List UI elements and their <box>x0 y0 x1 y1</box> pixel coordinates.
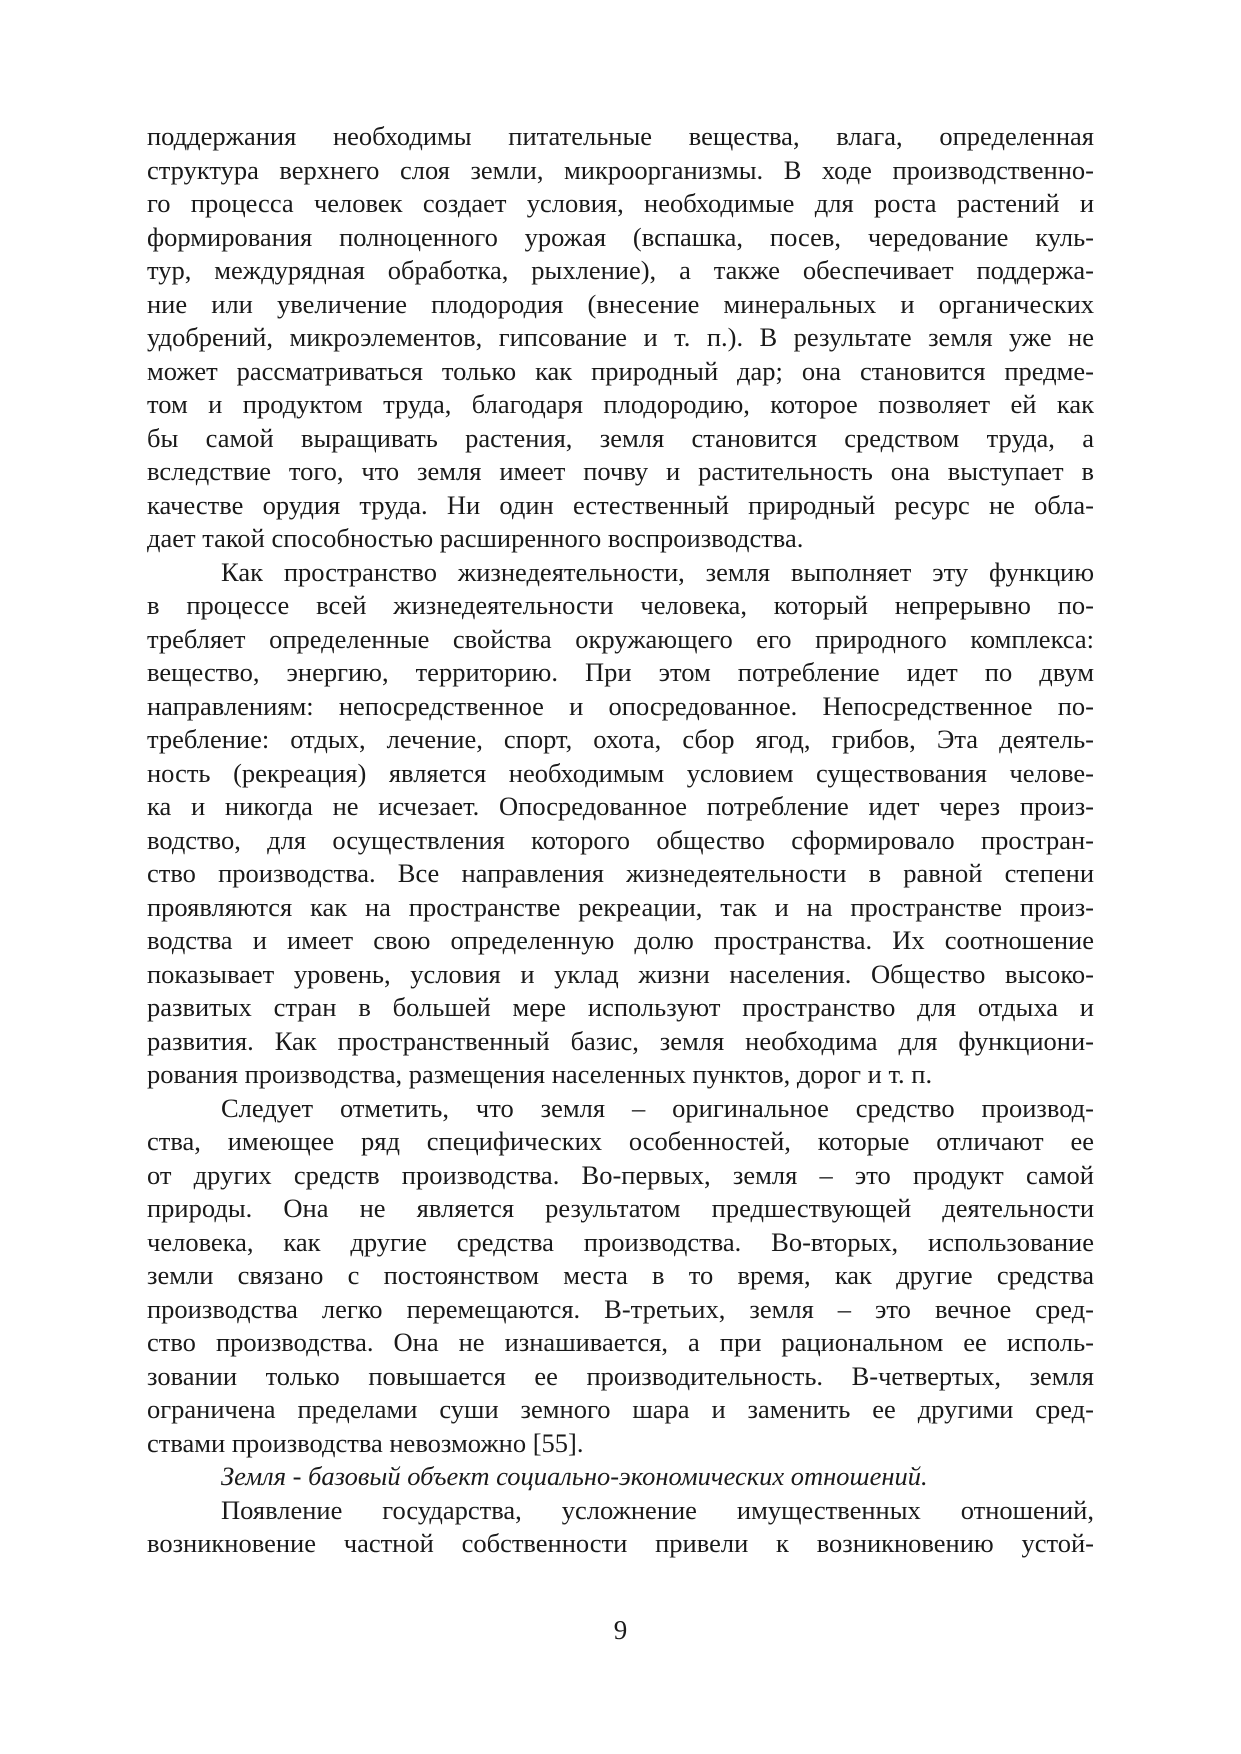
text-line: ние или увеличение плодородия (внесение минеральных и органических <box>147 288 1094 319</box>
text-line: требляет определенные свойства окружающего его природного комплекса: <box>147 623 1094 654</box>
section-heading <box>147 1460 1094 1494</box>
text-line: зовании только повышается ее производительность. В-четвертых, земля <box>147 1360 1094 1391</box>
paragraph <box>147 120 1094 556</box>
text-line: вещество, энергию, территорию. При этом потребление идет по двум <box>147 657 1094 687</box>
text-line: направлениям: непосредственное и опосредованное. Непосредственное по- <box>147 690 1094 721</box>
text-line: ство производства. Она не изнашивается, а при рациональном ее исполь- <box>147 1327 1094 1357</box>
paragraph <box>147 1092 1094 1461</box>
paragraph <box>147 556 1094 1092</box>
text-line: возникновение частной собственности привели к возникновению устой- <box>147 1528 1094 1558</box>
paragraph <box>147 1494 1094 1561</box>
text-line: Как пространство жизнедеятельности, земля выполняет эту функцию <box>221 556 1094 587</box>
text-line: ограничена пределами суши земного шара и заменить ее другими сред- <box>147 1394 1094 1424</box>
text-line: го процесса человек создает условия, необходимые для роста растений и <box>147 188 1094 218</box>
text-line: поддержания необходимы питательные вещества, влага, определенная <box>147 121 1094 151</box>
text-line: том и продуктом труда, благодаря плодородию, которое позволяет ей как <box>147 389 1094 419</box>
text-line: ство производства. Все направления жизнедеятельности в равной степени <box>147 858 1094 888</box>
page-number: 9 <box>613 1615 628 1645</box>
text-line: качестве орудия труда. Ни один естественный природный ресурс не обла- <box>147 489 1094 520</box>
text-line: Земля - базовый объект социально-экономических отношений. <box>221 1461 928 1491</box>
text-line: показывает уровень, условия и уклад жизни населения. Общество высоко- <box>147 958 1094 989</box>
text-line: земли связано с постоянством места в то время, как другие средства <box>147 1260 1094 1290</box>
text-line: бы самой выращивать растения, земля становится средством труда, а <box>147 422 1094 453</box>
text-line: ства, имеющее ряд специфических особенностей, которые отличают ее <box>147 1126 1094 1156</box>
text-line: ствами производства невозможно [55]. <box>147 1427 584 1458</box>
text-line: тур, междурядная обработка, рыхление), а также обеспечивает поддержа- <box>147 255 1094 285</box>
text-line: водства и имеет свою определенную долю пространства. Их соотношение <box>147 925 1094 955</box>
text-line: дает такой способностью расширенного воспроизводства. <box>147 523 804 553</box>
text-line: развитых стран в большей мере используют пространство для отдыха и <box>147 992 1094 1022</box>
body-text <box>147 120 1094 1561</box>
text-line: требление: отдых, лечение, спорт, охота, сбор ягод, грибов, Эта деятель- <box>147 724 1094 754</box>
text-line: развития. Как пространственный базис, земля необходима для функциони- <box>147 1025 1094 1056</box>
text-line: человека, как другие средства производства. Во-вторых, использование <box>147 1226 1094 1257</box>
text-line: ка и никогда не исчезает. Опосредованное потребление идет через произ- <box>147 791 1094 821</box>
text-line: формирования полноценного урожая (вспашка, посев, чередование куль- <box>147 221 1094 252</box>
text-line: вследствие того, что земля имеет почву и растительность она выступает в <box>147 456 1094 486</box>
text-line: удобрений, микроэлементов, гипсование и т. п.). В результате земля уже не <box>147 322 1094 352</box>
text-line: структура верхнего слоя земли, микроорганизмы. В ходе производственно- <box>147 154 1094 185</box>
text-line: рования производства, размещения населенных пунктов, дорог и т. п. <box>147 1059 933 1089</box>
text-line: природы. Она не является результатом предшествующей деятельности <box>147 1193 1094 1223</box>
text-line: проявляются как на пространстве рекреации, так и на пространстве произ- <box>147 891 1094 922</box>
text-line: ность (рекреация) является необходимым условием существования челове- <box>147 757 1094 788</box>
text-line: от других средств производства. Во-первых, земля – это продукт самой <box>147 1159 1094 1190</box>
text-line: производства легко перемещаются. В-третьих, земля – это вечное сред- <box>147 1293 1094 1324</box>
text-line: в процессе всей жизнедеятельности человека, который непрерывно по- <box>147 590 1094 620</box>
text-line: водство, для осуществления которого общество сформировало простран- <box>147 824 1094 855</box>
text-line: может рассматриваться только как природный дар; она становится предме- <box>147 355 1094 386</box>
text-line: Следует отметить, что земля – оригинальное средство производ- <box>221 1092 1094 1123</box>
text-line: Появление государства, усложнение имущественных отношений, <box>221 1494 1094 1525</box>
